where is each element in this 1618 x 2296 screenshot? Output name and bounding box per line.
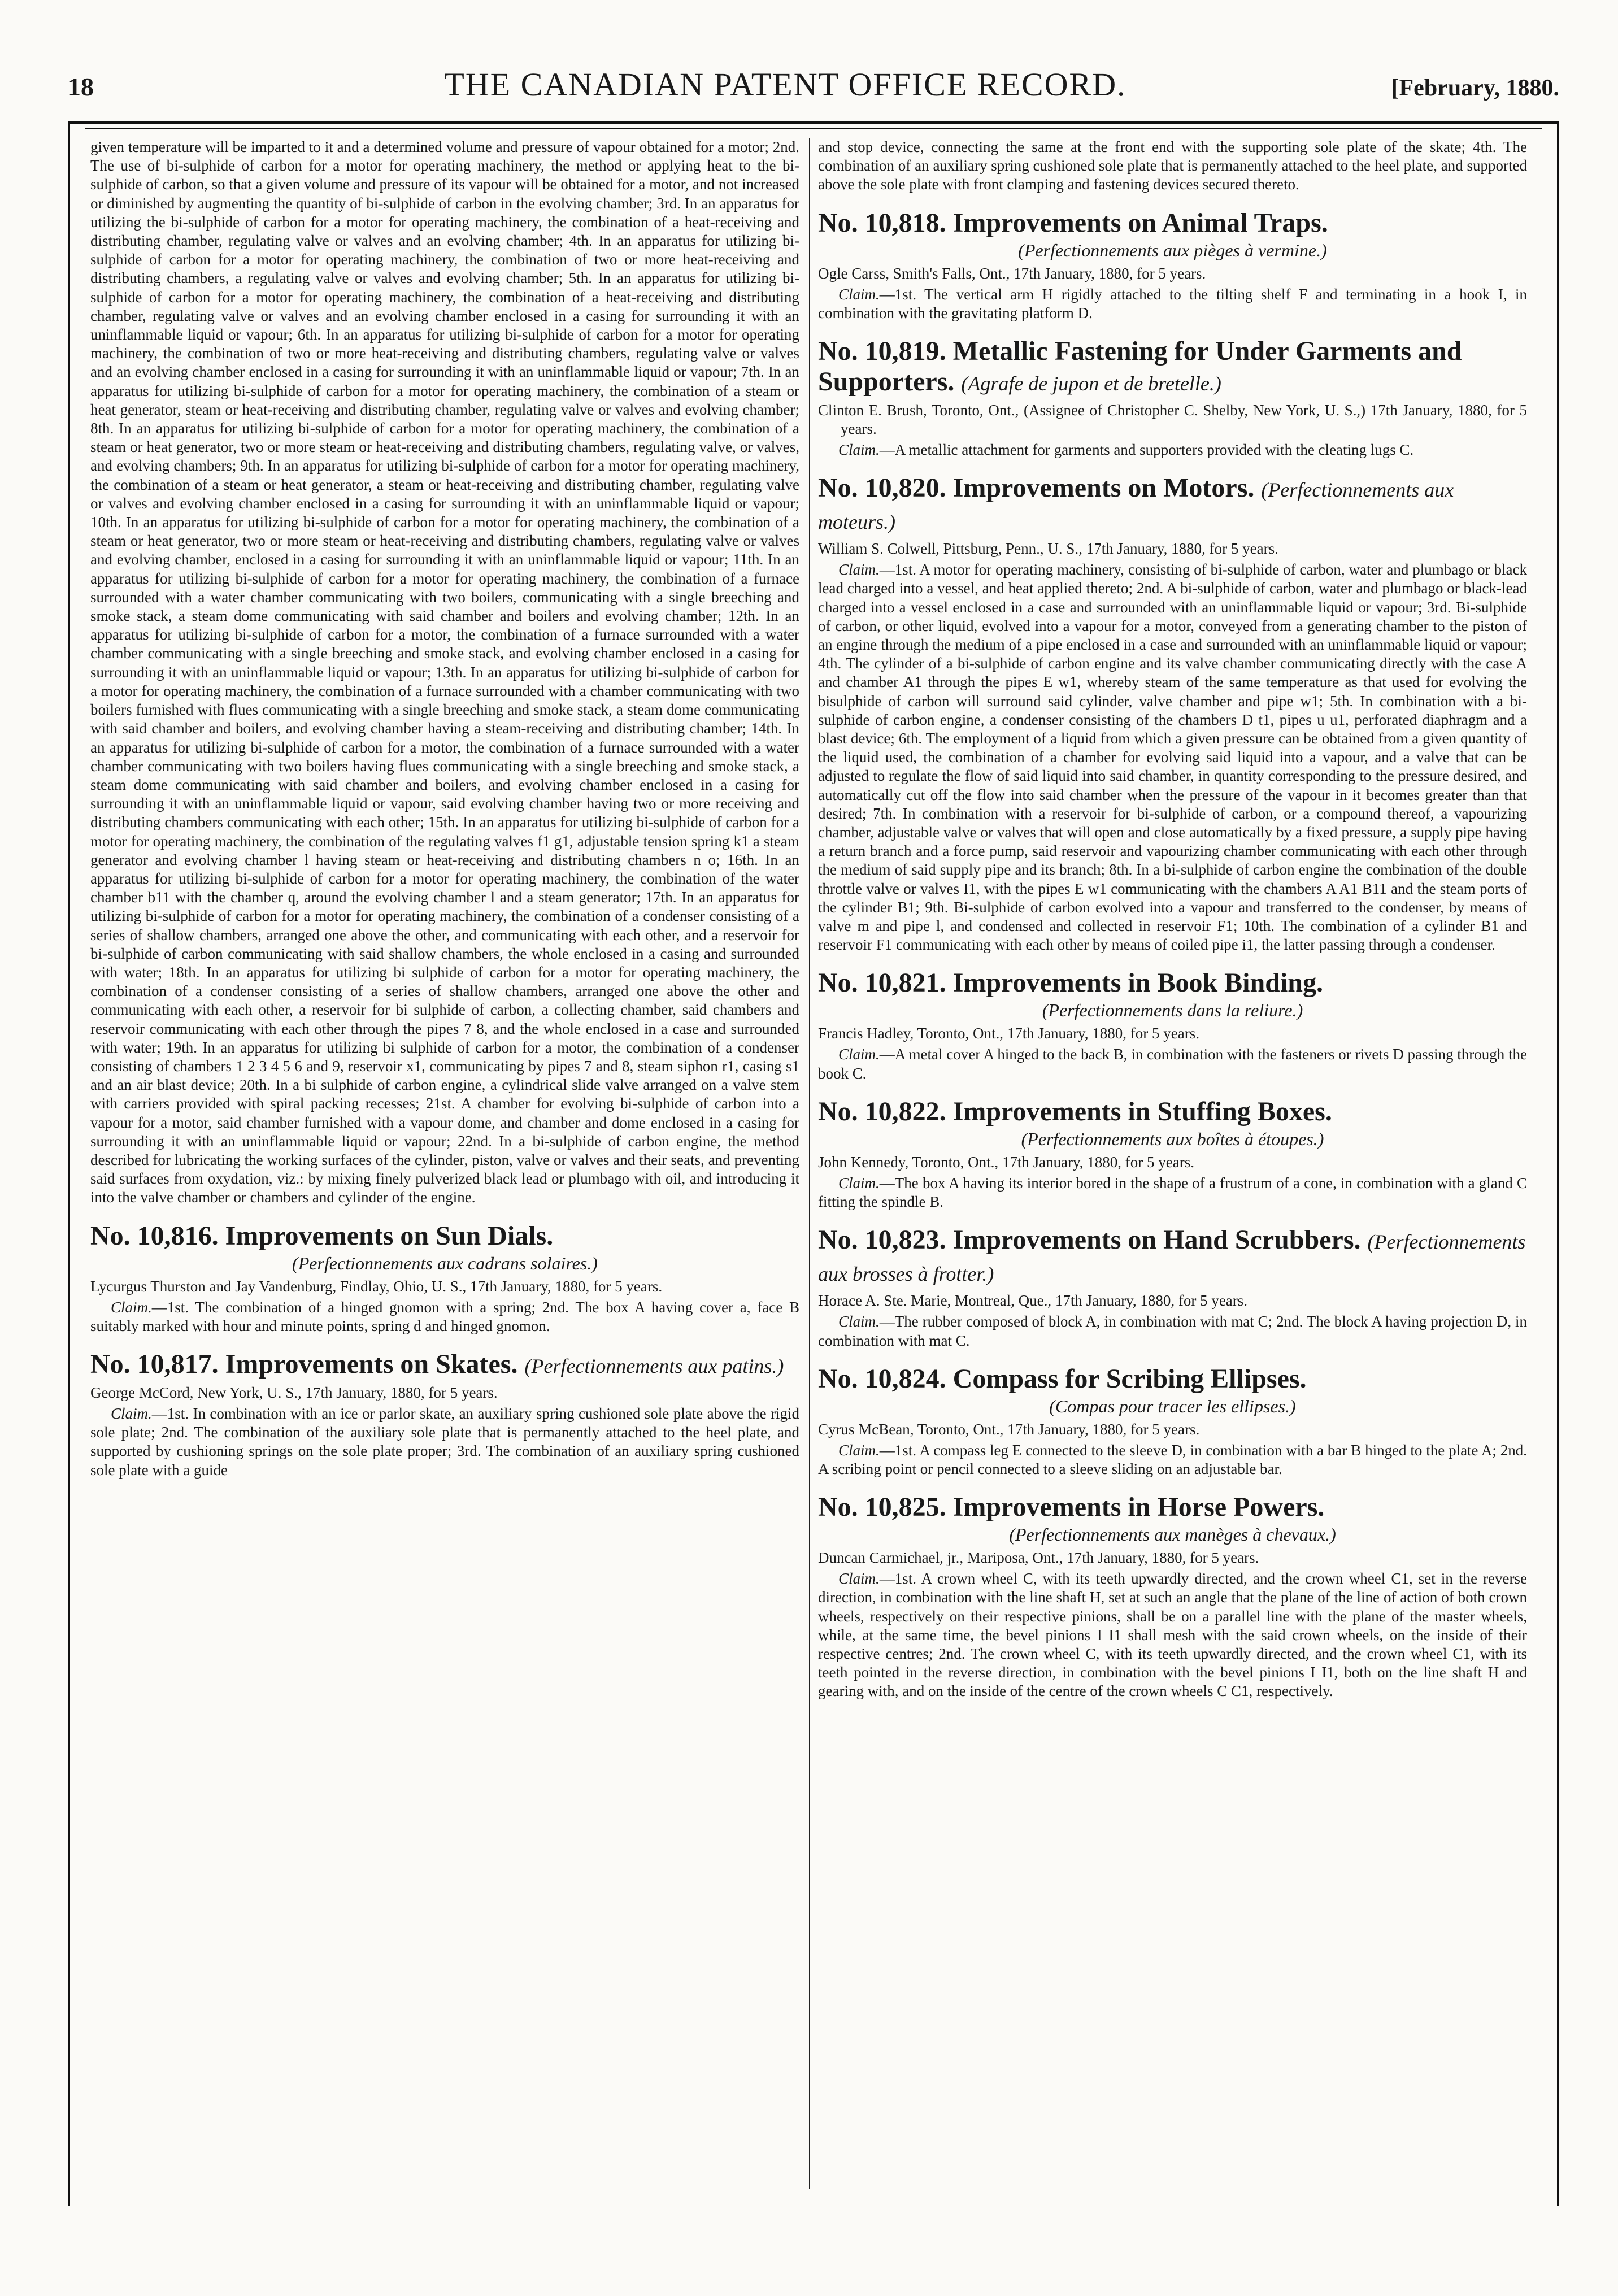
claim-text: —The box A having its interior bored in the shape of a frustrum of a cone, in combination with a gland C fitting the spindle B. — [818, 1174, 1527, 1211]
claim-text: —1st. A motor for operating machinery, consisting of bi-sulphide of carbon, water and plumbago or black lead charged into a vessel, and heat applied thereto; 2nd. A bi-sulphide of carbon, water and plumbago or black-lead charged into a vessel enclosed in a case and surrounded with an uninflammable liquid or vapour; 3rd. Bi-sulphide of carbon, or other liquid, evolved into a vapour for a motor, conveyed from a generating chamber to the piston of an engine through the medium of a pipe enclosed in a case and surrounded with an uninflammable liquid or vapour; 4th. The cylinder of a bi-sulphide of carbon engine and its valve chamber communicating directly with the case A and chamber A1 through the pipes E w1, whereby steam of the same temperature as that used for evolving the bisulphide of carbon will surround said cylinder, valve chamber and pipe w1; 5th. In combination with a bi-sulphide of carbon engine, a condenser consisting of the chambers D t1, pipes u u1, perforated diaphragm and a blast device; 6th. The employment of a liquid from which a given pressure can be obtained from a given quantity of the liquid used, the combination of a chamber for evolving said liquid into a vapour, and a valve that can be adjusted to regulate the flow of said liquid into said chamber, in quantity corresponding to the pressure desired, and automatically cut off the flow into said chamber when the pressure of the vapour in it becomes greater than that desired; 7th. In combination with a reservoir for bi-sulphide of carbon, or a compound thereof, a vapourizing chamber, adjustable valve or valves that will open and close automatically by a fixed pressure, a supply pipe having a return branch and a force pump, said reservoir and vapourizing chamber communicating with each other through the medium of said supply pipe and its branch; 8th. In a bi-sulphide of carbon engine the combination of the double throttle valve or valves I1, with the pipes E w1 communicating with the chambers A A1 B11 and the steam ports of the cylinder B1; 9th. Bi-sulphide of carbon evolved into a vapour and transferred to the condenser, by means of valve m and pipe l, and condensed and collected in reservoir F1; 10th. The combination of a cylinder B1 and reservoir F1 communicating with each other by means of coiled pipe i1, the latter passing through a condenser. — [818, 561, 1527, 954]
patent-french-title: (Perfectionnements aux moteurs.) — [818, 479, 1454, 534]
patent-claim — [90, 1404, 799, 1480]
patent-title: Improvements on Animal Traps. — [952, 207, 1328, 238]
claim-text: —1st. In combination with an ice or parlor skate, an auxiliary spring cushioned sole plate above the rigid sole plate; 2nd. The combination of the auxiliary sole plate that is permanently attached to the heel plate, and supported by cushioning springs on the sole plate proper; 3rd. The combination of an auxiliary spring cushioned sole plate with a guide — [90, 1404, 799, 1479]
claim-label: Claim. — [838, 1174, 880, 1192]
patent-entry — [818, 336, 1527, 459]
patent-heading — [818, 336, 1527, 399]
patent-french-title: (Perfectionnements aux pièges à vermine.) — [1018, 240, 1327, 260]
patent-claim — [90, 1298, 799, 1336]
patent-number: No. 10,823. — [818, 1225, 946, 1255]
patent-inventor: Lycurgus Thurston and Jay Vandenburg, Findlay, Ohio, U. S., 17th January, 1880, for 5 years. — [90, 1277, 663, 1295]
claim-text: —A metal cover A hinged to the back B, in combination with the fasteners or rivets D passing through the book C. — [818, 1046, 1527, 1082]
claim-text: —1st. The combination of a hinged gnomon with a spring; 2nd. The box A having cover a, face B suitably marked with hour and minute points, spring d and hinged gnomon. — [90, 1298, 799, 1334]
patent-title: Improvements in Horse Powers. — [952, 1492, 1325, 1523]
patent-inventor: Francis Hadley, Toronto, Ont., 17th January, 1880, for 5 years. — [818, 1025, 1199, 1042]
continued-claims-text: given temperature will be imparted to it and a determined volume and pressure of vapour obtained for a motor; 2nd. The use of bi-sulphide of carbon for a motor for operating machinery, the method or applying heat to the bi-sulphide of carbon, so that a given volume and pressure of its vapour will be obtained for a motor, and not increased or diminished by augmenting the quantity of bi-sulphide of carbon in the evolving chamber; 3rd. In an apparatus for utilizing the bi-sulphide of carbon for a motor for operating machinery, the combination of a heat-receiving and distributing chamber, regulating valve or valves and an evolving chamber; 4th. In an apparatus for utilizing bi-sulphide of carbon for a motor for operating machinery, the combination of two or more heat-receiving and distributing chambers, a regulating valve or valves and evolving chamber; 5th. In an apparatus for utilizing bi-sulphide of carbon for a motor for operating machinery, the combination of a heat-receiving and distributing chamber, regulating valve or valves and an evolving chamber enclosed in a casing for surrounding it with an uninflammable liquid or vapour; 6th. In an apparatus for utilizing bi-sulphide of carbon for a motor for operating machinery, the combination of two or more heat-receiving and distributing chambers, regulating valve or valves and an evolving chamber enclosed in a casing for surrounding it with an uninflammable liquid or vapour; 7th. In an apparatus for utilizing bi-sulphide of carbon for a motor for operating machinery, the combination of a steam or heat generator, steam or heat-receiving and distributing chamber, regulating valve or valves and evolving chamber; 8th. In an apparatus for utilizing bi-sulphide of carbon for a motor for operating machinery, the combination of a steam or heat generator, two or more steam or heat-receiving and distributing chambers, regulating valve, or valves, and evolving chambers; 9th. In an apparatus for utilizing bi-sulphide of carbon for a motor for operating machinery, the combination of a steam or heat generator, a steam or heat-receiving and distributing chamber, regulating valve or valves and evolving chamber enclosed in a casing for surrounding it with an uninflammable liquid or vapour; 10th. In an apparatus for utilizing bi-sulphide of carbon for a motor for operating machinery, the combination of a steam or heat generator, two or more steam or heat-receiving and distributing chambers, regulating valve or valves and evolving chamber, enclosed in a casing for surrounding it with an uninflammable liquid or vapour; 11th. In an apparatus for utilizing bi-sulphide of carbon for a motor for operating machinery, the combination of a furnace surrounded with a water chamber communicating with two boilers, communicating with a single breeching and smoke stack, a steam dome communicating with said chamber and boilers and evolving chamber; 12th. In an apparatus for utilizing bi-sulphide of carbon for a motor, the combination of a furnace surrounded with a water chamber communicating with a single breeching and smoke stack, and evolving chamber enclosed in a casing for surrounding it with an uninflammable liquid or vapour; 13th. In an apparatus for utilizing bi-sulphide of carbon for a motor for operating machinery, the combination of a furnace surrounded with a chamber communicating with two boilers furnished with flues communicating with a single breeching and smoke stack, a steam dome communicating with said chamber and boilers, and evolving chamber having a steam-receiving and distributing chamber; 14th. In an apparatus for utilizing bi-sulphide of carbon for a motor, the combination of a furnace surrounded with a water chamber communicating with two boilers having flues communicating with a single breeching and smoke stack, a steam dome communicating with said chamber and boilers, and evolving chamber enclosed in a casing for surrounding it with an uninflammable liquid or vapour, said evolving chamber having two or more receiving and distributing chambers communicating with each other; 15th. In an apparatus for utilizing bi-sulphide of carbon for a motor for operating machinery, the combination of the regulating valves f1 g1, adjustable tension spring k1 a steam generator and evolving chamber l having steam or heat-receiving and distributing chambers n o; 16th. In an apparatus for utilizing bi-sulphide of carbon for a motor for operating machinery, the combination of the water chamber b11 with the chamber q, around the evolving chamber l and a steam generator; 17th. In an apparatus for utilizing bi-sulphide of carbon for a motor for operating machinery, the combination of a condenser consisting of a series of shallow chambers, arranged one above the other, and communicating with each other, and a reservoir for bi-sulphide of carbon communicating with said shallow chambers, the whole enclosed in a casing and surrounded with water; 18th. In an apparatus for utilizing bi sulphide of carbon for a motor for operating machinery, the combination of a condenser consisting of a series of shallow chambers, arranged one above the other and communicating with each other, a reservoir for bi sulphide of carbon, a collecting chamber, said chambers and reservoir communicating with each other through the pipes 7 8, and the whole enclosed in a case and surrounded with water; 19th. In an apparatus for utilizing bi sulphide of carbon for a motor, the combination of a condenser consisting of chambers 1 2 3 4 5 6 and 9, reservoir x1, communicating by pipes 7 and 8, steam siphon r1, casing s1 and an air blast device; 20th. In a bi sulphide of carbon engine, a cylindrical slide valve arranged on a valve stem with carriers provided with spiral packing recesses; 21st. A chamber for evolving bi-sulphide of carbon into a vapour for a motor, said chamber furnished with a vapour dome, and chamber and dome enclosed in a casing for surrounding it with an uninflammable liquid or vapour; 22nd. In a bi-sulphide of carbon engine, the method described for lubricating the working surfaces of the cylinder, piston, valve or valves and their seats, and preventing said surfaces from oxydation, viz.: by mixing finely pulverized black lead or plumbago with oil, and introducing it into the valve chamber or chambers and cylinder of the engine. — [90, 138, 799, 1206]
patent-claim — [818, 441, 1527, 459]
claim-label: Claim. — [111, 1298, 152, 1316]
patent-french-title: (Perfectionnements aux patins.) — [524, 1354, 784, 1377]
patent-number: No. 10,817. — [90, 1349, 219, 1379]
patent-inventor: William S. Colwell, Pittsburg, Penn., U. S., 17th January, 1880, for 5 years. — [818, 540, 1278, 558]
patent-claim — [818, 1441, 1527, 1479]
patent-title: Improvements on Sun Dials. — [225, 1220, 554, 1251]
patent-number: No. 10,816. — [90, 1220, 219, 1251]
patent-heading — [818, 1364, 1527, 1394]
patent-title: Improvements on Motors. — [952, 473, 1255, 503]
patent-inventor: Horace A. Ste. Marie, Montreal, Que., 17th January, 1880, for 5 years. — [818, 1292, 1248, 1310]
patent-title: Metallic Fastening for Under Garments and Supporters. — [818, 336, 1462, 397]
patent-heading — [818, 1225, 1527, 1289]
patent-inventor: Cyrus McBean, Toronto, Ont., 17th January, 1880, for 5 years. — [818, 1420, 1200, 1438]
patent-claim — [818, 1569, 1527, 1701]
claim-label: Claim. — [838, 1313, 880, 1330]
patent-number: No. 10,822. — [818, 1096, 946, 1127]
patent-french-title: (Perfectionnements aux manèges à chevaux.) — [1009, 1524, 1336, 1545]
patent-title: Improvements in Stuffing Boxes. — [952, 1096, 1332, 1127]
patent-entry — [818, 1097, 1527, 1211]
patent-heading — [90, 1221, 799, 1251]
patent-heading — [818, 1097, 1527, 1127]
left-column — [90, 138, 799, 2194]
claim-label: Claim. — [838, 1570, 880, 1588]
patent-number: No. 10,818. — [818, 207, 946, 238]
patent-heading — [90, 1349, 799, 1381]
patent-french-title: (Perfectionnements aux boîtes à étoupes.) — [1021, 1128, 1324, 1149]
claim-label: Claim. — [838, 441, 880, 459]
patent-claim — [818, 1312, 1527, 1350]
patent-entry — [818, 208, 1527, 323]
claim-label: Claim. — [838, 1441, 880, 1459]
patent-claim — [818, 1174, 1527, 1211]
claim-label: Claim. — [838, 1046, 880, 1063]
patent-title: Compass for Scribing Ellipses. — [952, 1363, 1307, 1394]
claim-label: Claim. — [838, 285, 880, 303]
continued-claims-text: and stop device, connecting the same at the front end with the supporting sole plate of the skate; 4th. The combination of an auxiliary spring cushioned sole plate that is permanently attached to the heel plate, and supported above the sole plate with front clamping and fastening devices secured thereto. — [818, 138, 1527, 193]
patent-entry — [818, 1492, 1527, 1701]
issue-date: [February, 1880. — [1391, 75, 1559, 101]
patent-title: Improvements on Hand Scrubbers. — [952, 1225, 1361, 1255]
patent-number: No. 10,820. — [818, 473, 946, 503]
patent-entry — [818, 1364, 1527, 1479]
claim-label: Claim. — [111, 1404, 152, 1422]
patent-french-title: (Agrafe de jupon et de bretelle.) — [961, 372, 1221, 395]
patent-french-title: (Perfectionnements dans la reliure.) — [1042, 1000, 1303, 1021]
right-column — [818, 138, 1527, 2194]
claim-text: —1st. The vertical arm H rigidly attached to the tilting shelf F and terminating in a hook I, in combination with the gravitating platform D. — [818, 285, 1527, 321]
patent-inventor: Duncan Carmichael, jr., Mariposa, Ont., 17th January, 1880, for 5 years. — [818, 1549, 1259, 1567]
patent-french-title: (Perfectionnements aux cadrans solaires.) — [292, 1253, 598, 1273]
publication-title: THE CANADIAN PATENT OFFICE RECORD. — [444, 66, 1126, 103]
patent-heading — [818, 1492, 1527, 1523]
claim-text: —A metallic attachment for garments and supporters provided with the cleating lugs C. — [879, 441, 1414, 459]
patent-number: No. 10,825. — [818, 1492, 946, 1523]
patent-entry — [818, 968, 1527, 1082]
patent-french-title: (Perfectionnements aux brosses à frotter.) — [818, 1230, 1526, 1286]
patent-heading — [818, 208, 1527, 238]
patent-entry — [818, 473, 1527, 954]
patent-number: No. 10,824. — [818, 1363, 946, 1394]
claim-text: —1st. A crown wheel C, with its teeth upwardly directed, and the crown wheel C1, set in the reverse direction, in combination with the line shaft H, set at such an angle that the plane of the line of action of both crown wheels, respectively on their respective pinions, shall be on a parallel line with the plane of the master wheels, while, at the same time, the bevel pinions I I1 shall mesh with the said crown wheels, on the inside of their respective centres; 2nd. The crown wheel C, with its teeth upwardly directed, and the crown wheel C1, with its teeth pointed in the reverse direction, in combination with the bevel pinions I I1, both on the line shaft H and gearing with, and on the inside of the centre of the crown wheels C C1, respectively. — [818, 1570, 1527, 1700]
column-divider — [809, 138, 810, 2189]
patent-inventor: George McCord, New York, U. S., 17th January, 1880, for 5 years. — [90, 1384, 498, 1401]
claim-text: —1st. A compass leg E connected to the sleeve D, in combination with a bar B hinged to the plate A; 2nd. A scribing point or pencil connected to a sleeve sliding on an adjustable bar. — [818, 1441, 1527, 1477]
patent-entry — [90, 1221, 799, 1336]
patent-entry — [818, 1225, 1527, 1350]
patent-inventor: Ogle Carss, Smith's Falls, Ont., 17th January, 1880, for 5 years. — [818, 264, 1206, 282]
claim-label: Claim. — [838, 561, 880, 579]
patent-inventor: John Kennedy, Toronto, Ont., 17th January, 1880, for 5 years. — [818, 1153, 1194, 1171]
claim-text: —The rubber composed of block A, in combination with mat C; 2nd. The block A having projection D, in combination with mat C. — [818, 1313, 1527, 1349]
patent-claim — [818, 285, 1527, 323]
patent-claim — [818, 1045, 1527, 1082]
patent-number: No. 10,821. — [818, 968, 946, 998]
page-header — [68, 66, 1559, 111]
patent-entry — [90, 1349, 799, 1480]
patent-number: No. 10,819. — [818, 336, 946, 367]
patent-title: Improvements in Book Binding. — [952, 968, 1323, 998]
patent-inventor: Clinton E. Brush, Toronto, Ont., (Assignee of Christopher C. Shelby, New York, U. S.,) 17th January, 1880, for 5 years. — [818, 402, 1527, 438]
patent-title: Improvements on Skates. — [225, 1349, 518, 1379]
page-number: 18 — [68, 72, 94, 101]
patent-claim — [818, 560, 1527, 954]
patent-french-title: (Compas pour tracer les ellipses.) — [1049, 1395, 1296, 1416]
patent-heading — [818, 968, 1527, 998]
patent-heading — [818, 473, 1527, 537]
